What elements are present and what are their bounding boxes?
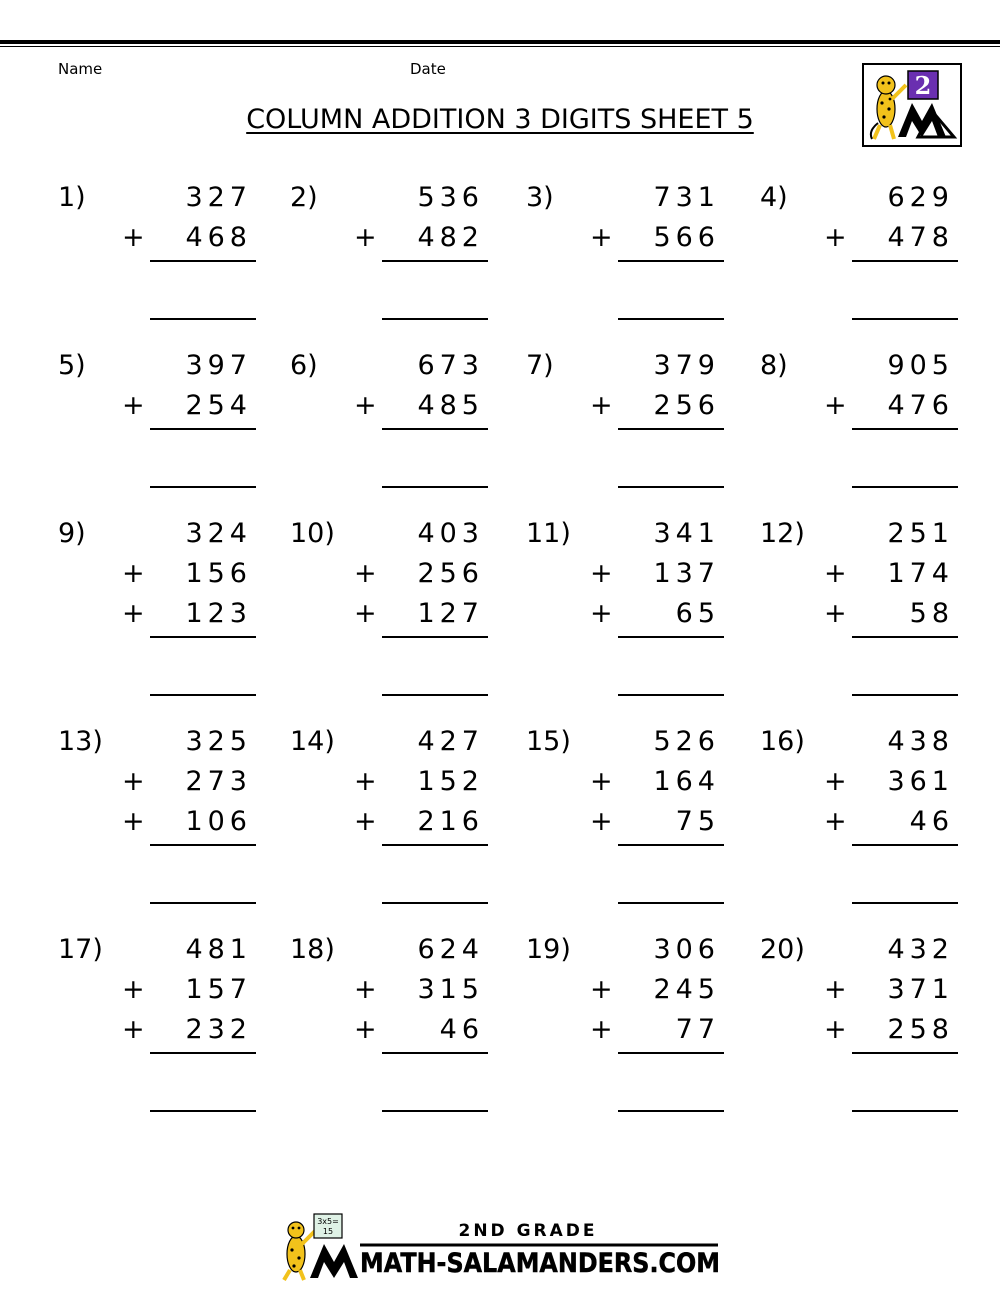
- sum-line: [150, 636, 256, 638]
- plus-sign: +: [590, 806, 613, 837]
- addend-row: [58, 182, 288, 222]
- addend-row: [58, 726, 288, 766]
- plus-sign: +: [122, 974, 145, 1005]
- addend-value: 731: [653, 182, 720, 213]
- addend-row: [290, 350, 520, 390]
- addend-value: 256: [417, 558, 484, 589]
- worksheet-title-text: COLUMN ADDITION 3 DIGITS SHEET 5: [246, 104, 754, 135]
- math-salamanders-footer-icon: [270, 1212, 730, 1282]
- addend-row: [58, 558, 288, 598]
- addend-row: [58, 222, 288, 262]
- addend-row: [58, 1014, 288, 1054]
- plus-sign: +: [122, 766, 145, 797]
- addend-row: [526, 1014, 756, 1054]
- addend-row: [526, 558, 756, 598]
- addend-value: 46: [909, 806, 954, 837]
- plus-sign: +: [122, 1014, 145, 1045]
- addend-row: [290, 766, 520, 806]
- problem-number: 9): [58, 518, 86, 549]
- addend-row: [58, 350, 288, 390]
- sum-line: [852, 428, 958, 430]
- addend-value: 379: [653, 350, 720, 381]
- plus-sign: +: [824, 598, 847, 629]
- addend-row: [58, 390, 288, 430]
- addend-row: [290, 934, 520, 974]
- addend-value: 245: [653, 974, 720, 1005]
- answer-line[interactable]: [150, 486, 256, 488]
- plus-sign: +: [354, 598, 377, 629]
- addend-row: [760, 806, 990, 846]
- addend-value: 324: [185, 518, 252, 549]
- plus-sign: +: [122, 558, 145, 589]
- plus-sign: +: [354, 1014, 377, 1045]
- addend-value: 468: [185, 222, 252, 253]
- answer-line[interactable]: [618, 902, 724, 904]
- sum-line: [382, 260, 488, 262]
- logo-badge: 2: [914, 71, 932, 100]
- sum-line: [382, 844, 488, 846]
- problem-number: 12): [760, 518, 805, 549]
- problem-number: 11): [526, 518, 571, 549]
- addend-value: 629: [887, 182, 954, 213]
- problem-number: 19): [526, 934, 571, 965]
- problem-4: [760, 182, 990, 342]
- addend-value: 397: [185, 350, 252, 381]
- answer-line[interactable]: [150, 1110, 256, 1112]
- addend-row: [760, 1014, 990, 1054]
- sum-line: [618, 1052, 724, 1054]
- addend-row: [290, 222, 520, 262]
- addend-value: 341: [653, 518, 720, 549]
- problem-13: [58, 726, 288, 886]
- answer-line[interactable]: [852, 318, 958, 320]
- answer-line[interactable]: [382, 318, 488, 320]
- addend-value: 77: [675, 1014, 720, 1045]
- addend-value: 152: [417, 766, 484, 797]
- addend-row: [760, 558, 990, 598]
- problem-number: 18): [290, 934, 335, 965]
- addend-row: [290, 974, 520, 1014]
- answer-line[interactable]: [852, 1110, 958, 1112]
- problem-number: 6): [290, 350, 318, 381]
- addend-row: [58, 766, 288, 806]
- addend-row: [760, 974, 990, 1014]
- addend-value: 58: [909, 598, 954, 629]
- plus-sign: +: [590, 390, 613, 421]
- plus-sign: +: [354, 766, 377, 797]
- addend-row: [290, 390, 520, 430]
- answer-line[interactable]: [382, 486, 488, 488]
- addend-row: [526, 766, 756, 806]
- addend-row: [760, 182, 990, 222]
- plus-sign: +: [122, 806, 145, 837]
- plus-sign: +: [824, 806, 847, 837]
- plus-sign: +: [824, 390, 847, 421]
- addend-row: [526, 934, 756, 974]
- problem-number: 15): [526, 726, 571, 757]
- plus-sign: +: [824, 766, 847, 797]
- plus-sign: +: [824, 222, 847, 253]
- addend-row: [526, 350, 756, 390]
- problem-number: 4): [760, 182, 788, 213]
- problem-7: [526, 350, 756, 510]
- addend-row: [526, 598, 756, 638]
- addend-value: 478: [887, 222, 954, 253]
- answer-line[interactable]: [852, 486, 958, 488]
- problem-3: [526, 182, 756, 342]
- plus-sign: +: [590, 222, 613, 253]
- addend-value: 327: [185, 182, 252, 213]
- problem-number: 13): [58, 726, 103, 757]
- board-text-2: 15: [322, 1227, 334, 1236]
- addend-row: [290, 518, 520, 558]
- board-text-1: 3x5=: [317, 1217, 339, 1226]
- plus-sign: +: [590, 1014, 613, 1045]
- addend-value: 315: [417, 974, 484, 1005]
- addend-value: 485: [417, 390, 484, 421]
- addend-value: 432: [887, 934, 954, 965]
- plus-sign: +: [824, 1014, 847, 1045]
- addend-value: 371: [887, 974, 954, 1005]
- addend-row: [760, 934, 990, 974]
- addend-value: 306: [653, 934, 720, 965]
- sum-line: [150, 1052, 256, 1054]
- top-rule-thin: [0, 46, 1000, 47]
- addend-value: 137: [653, 558, 720, 589]
- addend-row: [760, 350, 990, 390]
- problem-5: [58, 350, 288, 510]
- plus-sign: +: [824, 974, 847, 1005]
- addend-value: 273: [185, 766, 252, 797]
- addend-row: [526, 182, 756, 222]
- addend-value: 403: [417, 518, 484, 549]
- sum-line: [150, 844, 256, 846]
- problem-6: [290, 350, 520, 510]
- plus-sign: +: [590, 766, 613, 797]
- answer-line[interactable]: [618, 1110, 724, 1112]
- answer-line[interactable]: [382, 694, 488, 696]
- problem-number: 20): [760, 934, 805, 965]
- problem-number: 7): [526, 350, 554, 381]
- addend-row: [526, 222, 756, 262]
- name-label: Name: [58, 60, 103, 78]
- problem-20: [760, 934, 990, 1094]
- addend-row: [290, 1014, 520, 1054]
- problem-9: [58, 518, 288, 678]
- problem-10: [290, 518, 520, 678]
- answer-line[interactable]: [150, 902, 256, 904]
- problem-1: [58, 182, 288, 342]
- top-rule: [0, 40, 1000, 44]
- date-label: Date: [410, 60, 446, 78]
- addend-value: 258: [887, 1014, 954, 1045]
- addend-row: [760, 726, 990, 766]
- plus-sign: +: [122, 598, 145, 629]
- addend-row: [526, 390, 756, 430]
- sum-line: [618, 260, 724, 262]
- addend-row: [58, 518, 288, 558]
- addend-value: 75: [675, 806, 720, 837]
- problem-number: 10): [290, 518, 335, 549]
- addend-row: [526, 806, 756, 846]
- addend-value: 482: [417, 222, 484, 253]
- addend-value: 427: [417, 726, 484, 757]
- addend-row: [290, 182, 520, 222]
- addend-value: 174: [887, 558, 954, 589]
- sum-line: [150, 428, 256, 430]
- problem-18: [290, 934, 520, 1094]
- addend-row: [290, 558, 520, 598]
- plus-sign: +: [354, 222, 377, 253]
- problem-2: [290, 182, 520, 342]
- sum-line: [382, 428, 488, 430]
- answer-line[interactable]: [150, 318, 256, 320]
- sum-line: [852, 260, 958, 262]
- sum-line: [382, 636, 488, 638]
- addend-value: 673: [417, 350, 484, 381]
- addend-row: [58, 598, 288, 638]
- problem-number: 17): [58, 934, 103, 965]
- addend-value: 361: [887, 766, 954, 797]
- problem-11: [526, 518, 756, 678]
- problem-19: [526, 934, 756, 1094]
- addend-value: 254: [185, 390, 252, 421]
- addend-row: [290, 806, 520, 846]
- addend-value: 325: [185, 726, 252, 757]
- addend-row: [58, 806, 288, 846]
- problem-number: 8): [760, 350, 788, 381]
- addend-value: 481: [185, 934, 252, 965]
- plus-sign: +: [590, 558, 613, 589]
- addend-row: [526, 518, 756, 558]
- plus-sign: +: [590, 974, 613, 1005]
- addend-row: [58, 934, 288, 974]
- addend-value: 156: [185, 558, 252, 589]
- addend-row: [290, 598, 520, 638]
- addend-value: 232: [185, 1014, 252, 1045]
- addend-value: 256: [653, 390, 720, 421]
- footer-site-text: MATH-SALAMANDERS.COM: [360, 1248, 720, 1279]
- answer-line[interactable]: [618, 486, 724, 488]
- addend-row: [526, 726, 756, 766]
- addend-value: 157: [185, 974, 252, 1005]
- addend-value: 127: [417, 598, 484, 629]
- problem-number: 2): [290, 182, 318, 213]
- sum-line: [852, 636, 958, 638]
- sum-line: [382, 1052, 488, 1054]
- answer-line[interactable]: [382, 1110, 488, 1112]
- addend-value: 123: [185, 598, 252, 629]
- plus-sign: +: [824, 558, 847, 589]
- answer-line[interactable]: [618, 318, 724, 320]
- addend-value: 46: [439, 1014, 484, 1045]
- plus-sign: +: [590, 598, 613, 629]
- addend-row: [58, 974, 288, 1014]
- sum-line: [852, 844, 958, 846]
- plus-sign: +: [354, 558, 377, 589]
- addend-row: [526, 974, 756, 1014]
- footer-logo: [270, 1212, 730, 1282]
- answer-line[interactable]: [852, 902, 958, 904]
- problem-17: [58, 934, 288, 1094]
- problem-number: 14): [290, 726, 335, 757]
- addend-value: 106: [185, 806, 252, 837]
- salamander-logo-icon: [864, 65, 960, 145]
- addend-value: 624: [417, 934, 484, 965]
- plus-sign: +: [354, 806, 377, 837]
- answer-line[interactable]: [852, 694, 958, 696]
- problem-number: 3): [526, 182, 554, 213]
- plus-sign: +: [354, 974, 377, 1005]
- footer-grade-text: 2ND GRADE: [458, 1221, 598, 1241]
- addend-row: [760, 766, 990, 806]
- problem-14: [290, 726, 520, 886]
- addend-value: 526: [653, 726, 720, 757]
- addend-value: 566: [653, 222, 720, 253]
- problem-16: [760, 726, 990, 886]
- problem-15: [526, 726, 756, 886]
- addend-row: [760, 518, 990, 558]
- answer-line[interactable]: [150, 694, 256, 696]
- addend-row: [760, 390, 990, 430]
- addend-value: 476: [887, 390, 954, 421]
- addend-value: 438: [887, 726, 954, 757]
- addend-row: [760, 598, 990, 638]
- problem-number: 5): [58, 350, 86, 381]
- problem-number: 1): [58, 182, 86, 213]
- answer-line[interactable]: [382, 902, 488, 904]
- sum-line: [150, 260, 256, 262]
- addend-value: 905: [887, 350, 954, 381]
- sum-line: [618, 844, 724, 846]
- addend-value: 164: [653, 766, 720, 797]
- addend-value: 216: [417, 806, 484, 837]
- addend-value: 536: [417, 182, 484, 213]
- sum-line: [618, 428, 724, 430]
- addend-value: 65: [675, 598, 720, 629]
- logo: [862, 63, 962, 147]
- problem-12: [760, 518, 990, 678]
- plus-sign: +: [122, 390, 145, 421]
- problem-number: 16): [760, 726, 805, 757]
- plus-sign: +: [122, 222, 145, 253]
- answer-line[interactable]: [618, 694, 724, 696]
- addend-value: 251: [887, 518, 954, 549]
- sum-line: [852, 1052, 958, 1054]
- worksheet-title: [0, 104, 1000, 135]
- addend-row: [760, 222, 990, 262]
- plus-sign: +: [354, 390, 377, 421]
- problem-8: [760, 350, 990, 510]
- addend-row: [290, 726, 520, 766]
- sum-line: [618, 636, 724, 638]
